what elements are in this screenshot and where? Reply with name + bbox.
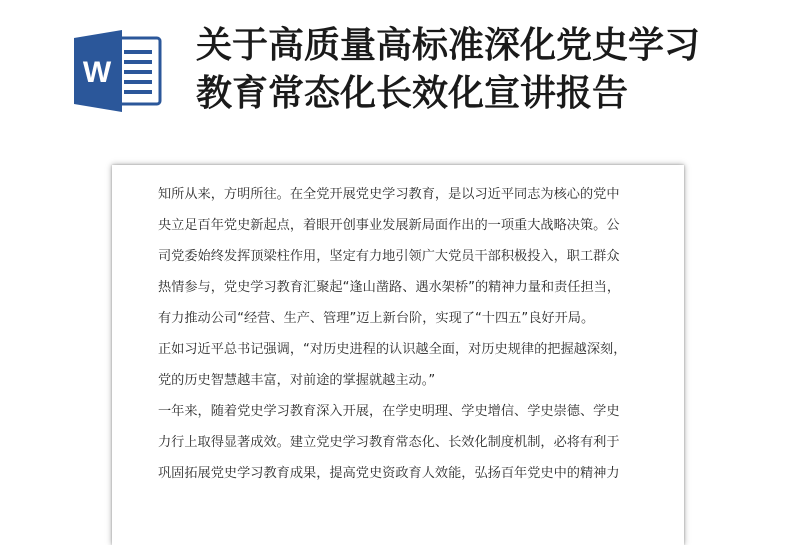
page-title	[196, 22, 786, 118]
text-line: 央立足百年党史新起点，着眼开创事业发展新局面作出的一项重大战略决策。公	[158, 218, 620, 233]
word-icon-letter: W	[82, 56, 112, 89]
text-line: 党的历史智慧越丰富，对前途的掌握就越主动。”	[158, 373, 436, 388]
word-document-icon	[72, 28, 164, 114]
title-line-1: 关于高质量高标准深化党史学习	[196, 25, 701, 66]
text-line: 一年来，随着党史学习教育深入开展，在学史明理、学史增信、学史崇德、学史	[158, 404, 620, 419]
text-line: 知所从来，方明所往。在全党开展党史学习教育，是以习近平同志为核心的党中	[158, 187, 620, 202]
title-line-2: 教育常态化长效化宣讲报告	[196, 73, 629, 114]
text-line: 司党委始终发挥顶梁柱作用，坚定有力地引领广大党员干部积极投入，职工群众	[158, 249, 620, 264]
text-line: 力行上取得显著成效。建立党史学习教育常态化、长效化制度机制，必将有利于	[158, 435, 620, 450]
header	[0, 0, 800, 160]
text-line: 正如习近平总书记强调，“对历史进程的认识越全面，对历史规律的把握越深刻，	[158, 342, 627, 357]
text-line: 热情参与，党史学习教育汇聚起“逢山凿路、遇水架桥”的精神力量和责任担当，	[158, 280, 621, 295]
document-page	[112, 165, 684, 545]
text-line: 有力推动公司“经营、生产、管理”迈上新台阶，实现了“十四五”良好开局。	[158, 311, 595, 326]
text-line: 巩固拓展党史学习教育成果，提高党史资政育人效能，弘扬百年党史中的精神力	[158, 466, 620, 481]
document-body	[158, 179, 642, 489]
